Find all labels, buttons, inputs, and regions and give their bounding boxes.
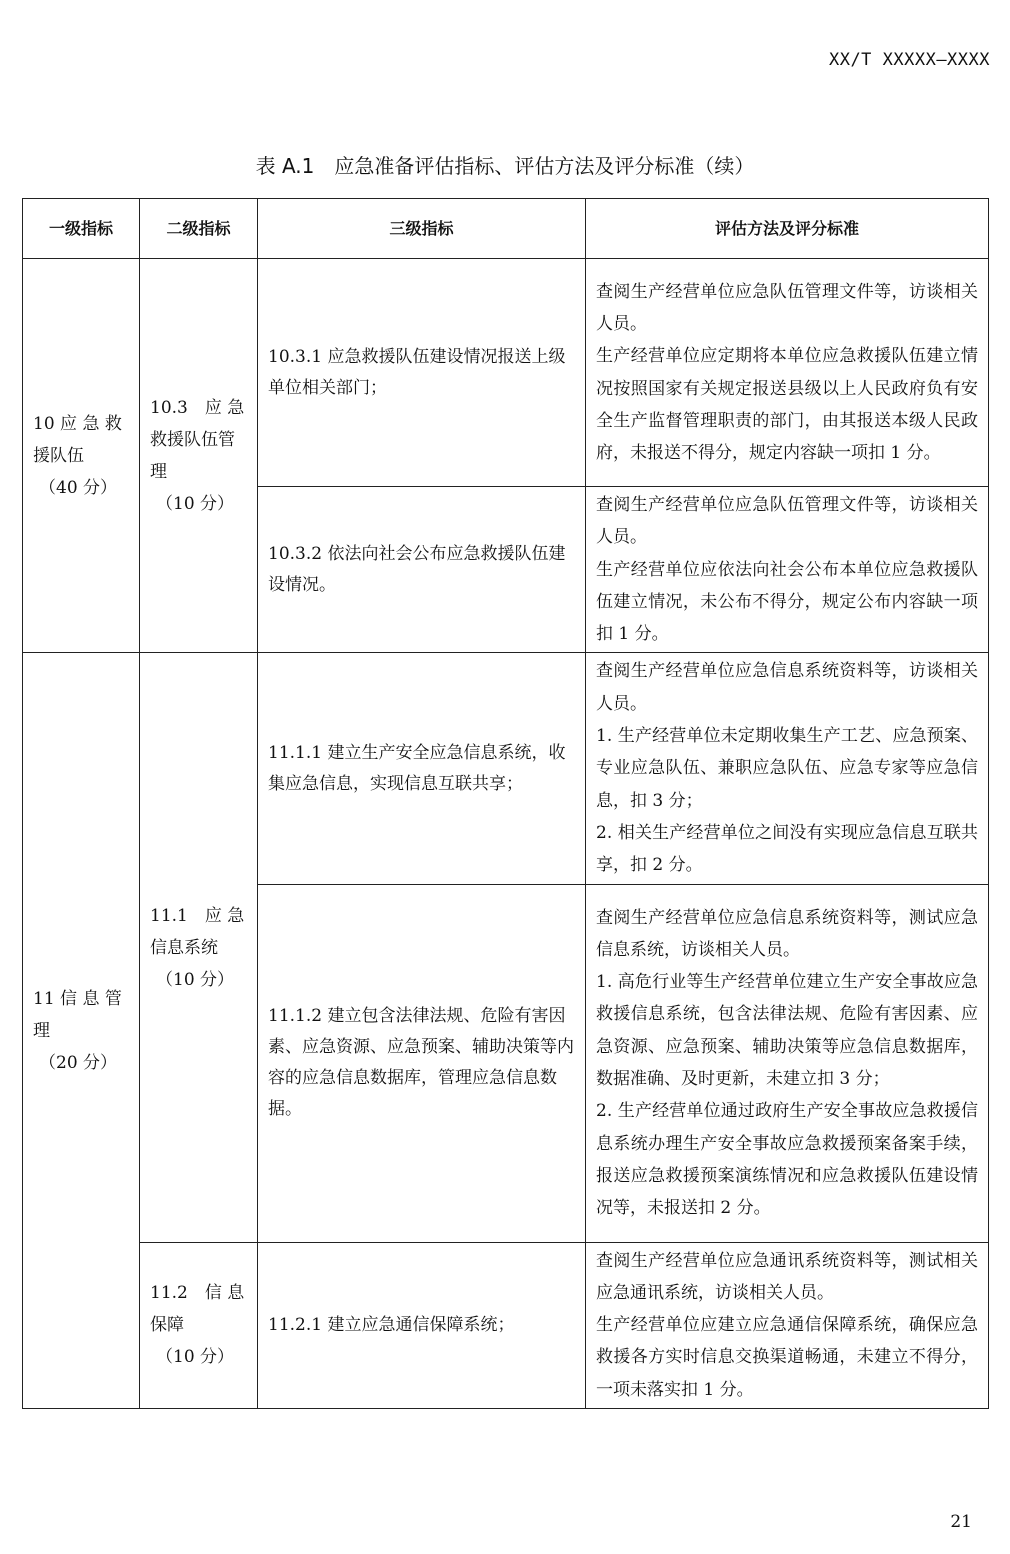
- level2-name: 10.3 应 急 救援队伍管理: [150, 397, 245, 482]
- method-line: 1. 高危行业等生产经营单位建立生产安全事故应急救援信息系统，包含法律法规、危险有害因素、应急资源、应急预案、辅助决策等应急信息数据库，数据准确、及时更新，未建立扣 3 分；: [596, 972, 978, 1090]
- table-row: [23, 653, 989, 884]
- level2-score: （10 分）: [156, 493, 235, 514]
- method-cell: [586, 884, 989, 1242]
- method-line: 1. 生产经营单位未定期收集生产工艺、应急预案、专业应急队伍、兼职应急队伍、应急专家等应急信息，扣 3 分；: [596, 726, 978, 811]
- method-cell: [586, 653, 989, 884]
- table-row: [23, 1242, 989, 1408]
- method-cell: [586, 1242, 989, 1408]
- column-header-level2: 二级指标: [140, 199, 258, 259]
- level2-name: 11.2 信 息 保障: [150, 1283, 245, 1336]
- level3-indicator-cell: 10.3.1 应急救援队伍建设情况报送上级单位相关部门；: [258, 259, 586, 487]
- table-header-row: [23, 199, 989, 259]
- standard-code: XX/T XXXXX—XXXX: [828, 50, 990, 70]
- method-line: 生产经营单位应建立应急通信保障系统，确保应急救援各方实时信息交换渠道畅通，未建立不得分，一项未落实扣 1 分。: [596, 1315, 978, 1400]
- method-cell: [586, 259, 989, 487]
- column-header-level1: 一级指标: [23, 199, 140, 259]
- page-number: 21: [950, 1512, 972, 1532]
- table-row: [23, 259, 989, 487]
- method-line: 查阅生产经营单位应急信息系统资料等，访谈相关人员。: [596, 661, 978, 714]
- method-line: 生产经营单位应依法向社会公布本单位应急救援队伍建立情况，未公布不得分，规定公布内容缺一项扣 1 分。: [596, 559, 978, 645]
- level3-indicator-cell: 10.3.2 依法向社会公布应急救援队伍建设情况。: [258, 487, 586, 653]
- level2-indicator-cell: [140, 1242, 258, 1408]
- level1-name: 11 信 息 管 理: [33, 988, 122, 1041]
- level3-indicator-cell: 11.2.1 建立应急通信保障系统；: [258, 1242, 586, 1408]
- level3-indicator-cell: 11.1.2 建立包含法律法规、危险有害因素、应急资源、应急预案、辅助决策等内容的应急信息数据库，管理应急信息数据。: [258, 884, 586, 1242]
- level2-indicator-cell: [140, 653, 258, 1242]
- assessment-table: [22, 198, 989, 1409]
- method-line: 2. 相关生产经营单位之间没有实现应急信息互联共享，扣 2 分。: [596, 822, 978, 876]
- level1-indicator-cell: [23, 259, 140, 653]
- level2-score: （10 分）: [156, 1347, 235, 1368]
- column-header-method: 评估方法及评分标准: [586, 199, 989, 259]
- level1-indicator-cell: [23, 653, 140, 1409]
- table-title: 表 A.1 应急准备评估指标、评估方法及评分标准（续）: [255, 154, 755, 178]
- level1-name: 10 应 急 救 援队伍: [33, 413, 122, 466]
- column-header-level3: 三级指标: [258, 199, 586, 259]
- level2-indicator-cell: [140, 259, 258, 653]
- level3-indicator-cell: 11.1.1 建立生产安全应急信息系统，收集应急信息，实现信息互联共享；: [258, 653, 586, 884]
- method-line: 查阅生产经营单位应急队伍管理文件等，访谈相关人员。: [596, 281, 978, 334]
- method-line: 2. 生产经营单位通过政府生产安全事故应急救援信息系统办理生产安全事故应急救援预案备案手续，报送应急救援预案演练情况和应急救援队伍建设情况等，未报送扣 2 分。: [596, 1101, 978, 1219]
- method-line: 查阅生产经营单位应急信息系统资料等，测试应急信息系统，访谈相关人员。: [596, 907, 978, 960]
- method-cell: [586, 487, 989, 653]
- level2-name: 11.1 应 急 信息系统: [150, 905, 245, 958]
- level1-score: （20 分）: [39, 1052, 118, 1073]
- method-line: 查阅生产经营单位应急通讯系统资料等，测试相关应急通讯系统，访谈相关人员。: [596, 1250, 978, 1303]
- method-line: 生产经营单位应定期将本单位应急救援队伍建立情况按照国家有关规定报送县级以上人民政府负有安全生产监督管理职责的部门，由其报送本级人民政府，未报送不得分，规定内容缺一项扣 1 分。: [596, 346, 978, 464]
- level2-score: （10 分）: [156, 969, 235, 990]
- level1-score: （40 分）: [39, 477, 118, 498]
- method-line: 查阅生产经营单位应急队伍管理文件等，访谈相关人员。: [596, 495, 978, 548]
